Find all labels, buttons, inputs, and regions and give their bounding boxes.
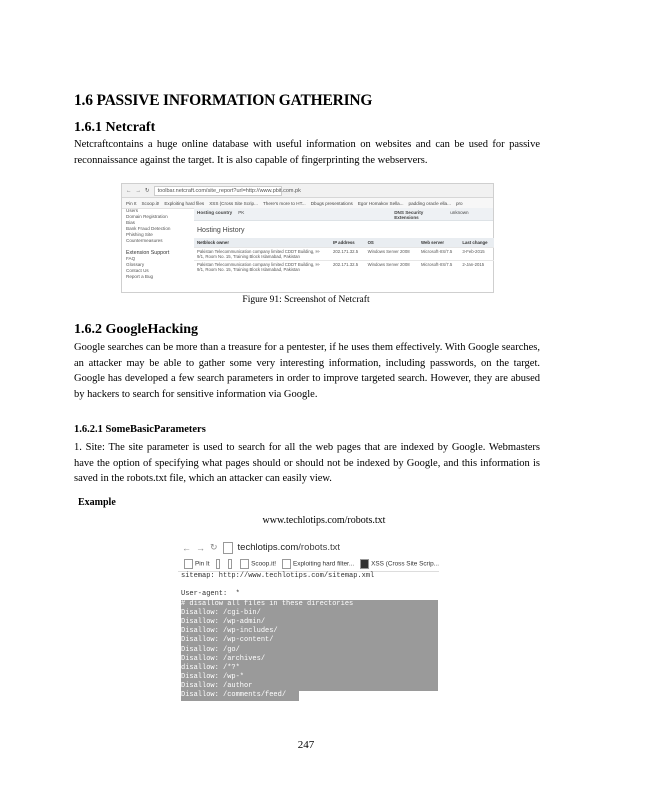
bookmark-item: Scoop.it! (240, 559, 276, 569)
googlehacking-heading: 1.6.2 GoogleHacking (74, 322, 199, 337)
netcraft-paragraph: Netcraftcontains a huge online database with useful information on websites and can be used for passive reconnaissance against the target. It is also capable of fingerprinting the webservers. (74, 139, 540, 166)
table-cell: Microsoft-IIS/7.5 (418, 248, 459, 261)
table-row (194, 248, 494, 261)
sidebar-item: Countermeasures (126, 238, 163, 243)
bookmark-icon (240, 559, 249, 569)
sidebar-item: Domain Registration (126, 214, 168, 219)
robots-file-content (178, 572, 439, 701)
sidebar-link: Glossary (126, 262, 145, 267)
sidebar-item: Users (126, 208, 138, 213)
page-icon (223, 542, 233, 554)
bookmarks-bar (178, 556, 439, 572)
column-header: Netblock owner (194, 238, 330, 248)
hosting-history-table (194, 238, 494, 273)
info-label: DNS Security Extensions (394, 210, 424, 220)
table-cell: Pakistan Telecommunication company limited CDDT Building, H-9/1, Room No. 15, Training Block Islamabad, Pakistan (194, 248, 330, 261)
bookmark-item: padding oracle ella... (408, 200, 451, 206)
bookmark-item: XSS (Cross Site Scrip... (209, 200, 258, 206)
bookmark-icon (360, 559, 369, 569)
column-header: OS (365, 238, 418, 248)
url-host: techlotips.com (237, 542, 299, 553)
info-label: Hosting country (197, 210, 233, 215)
sidebar-group-title: Extension Support (126, 250, 170, 256)
forward-icon: → (135, 187, 141, 194)
reload-icon: ↻ (145, 187, 150, 194)
table-cell: Windows Server 2008 (365, 261, 418, 274)
address-bar: toolbar.netcraft.com/site_report?url=http://www.pbit.com.pk (154, 186, 282, 196)
bookmark-item: XSS (Cross Site Scrip... (360, 559, 439, 569)
sidebar-item: Bias (126, 220, 135, 225)
sidebar-link: FAQ (126, 256, 136, 261)
bookmark-item: Scoop.it! (141, 200, 160, 206)
info-value: PK (238, 210, 245, 215)
info-value: unknown (450, 210, 469, 215)
code-line: Disallow: /go/ (181, 646, 438, 655)
netcraft-sidebar (122, 208, 194, 292)
table-cell: Pakistan Telecommunication company limited CDDT Building, H-9/1, Room No. 15, Training Block Islamabad, Pakistan (194, 261, 330, 274)
table-cell: Windows Server 2008 (365, 248, 418, 261)
example-label: Example (78, 497, 116, 508)
bookmark-item: There's more to HT... (262, 200, 306, 206)
url-path: /robots.txt (298, 542, 340, 553)
table-row (194, 261, 494, 274)
bookmark-item: Exploiting hard files (164, 200, 205, 206)
reload-icon: ↻ (210, 542, 218, 552)
section-title: 1.6 PASSIVE INFORMATION GATHERING (74, 92, 373, 109)
bookmark-item: Pin It (184, 559, 210, 569)
code-line: # disallow all files in these directories (181, 600, 438, 609)
code-line: User-agent: * (181, 590, 240, 599)
column-header: IP address (330, 238, 365, 248)
figure-caption: Figure 91: Screenshot of Netcraft (242, 295, 370, 305)
bookmark-item: Pin It (126, 200, 137, 206)
bookmark-icon (184, 559, 193, 569)
sidebar-link: Report a Bug (126, 274, 154, 279)
table-cell: 202.171.32.5 (330, 261, 365, 274)
table-cell: 3-Feb-2015 (459, 248, 494, 261)
code-line: Disallow: /archives/ (181, 655, 438, 664)
back-icon: ← (126, 187, 132, 194)
example-url: www.techlotips.com/robots.txt (262, 515, 386, 526)
code-line: disallow: /*?* (181, 664, 438, 673)
column-header: Web server (418, 238, 459, 248)
column-header: Last change (459, 238, 494, 248)
code-line: Disallow: /wp-admin/ (181, 618, 438, 627)
code-line: Disallow: /wp-content/ (181, 636, 438, 645)
page-icon (216, 559, 220, 569)
bookmark-icon (282, 559, 291, 569)
table-cell: 2-Jan-2015 (459, 261, 494, 274)
code-line: Disallow: /cgi-bin/ (181, 609, 438, 618)
code-line (181, 581, 439, 590)
code-line: Disallow: /wp-includes/ (181, 627, 438, 636)
browser-toolbar (178, 539, 439, 556)
hosting-info-row (194, 208, 493, 221)
page-icon (228, 559, 232, 569)
code-line: sitemap: http://www.techlotips.com/sitemap.xml (181, 572, 375, 580)
bookmark-item: pro (455, 200, 463, 206)
code-line: Disallow: /comments/feed/ (181, 691, 299, 700)
robots-screenshot (178, 539, 439, 709)
bookmark-item: Exploiting hard filter... (282, 559, 354, 569)
googlehacking-paragraph: Google searches can be more than a treasure for a pentester, if he uses them effectively. With Google searches, an attacker may be able to gather some very interesting information, including passwords, on the target. Google has developed a few search parameters in order to improve targeted search. However, they are abused by hackers to search for sensitive information via Google. (74, 342, 540, 400)
browser-toolbar (122, 184, 493, 198)
back-icon: ← (182, 542, 191, 553)
sidebar-item: Phishing Site (126, 232, 153, 237)
netcraft-main (194, 208, 493, 292)
page-number: 247 (297, 739, 315, 751)
bookmark-item: Dbugs presentations (310, 200, 353, 206)
table-cell: Microsoft-IIS/7.5 (418, 261, 459, 274)
address-bar (238, 542, 340, 553)
basic-parameters-heading: 1.6.2.1 SomeBasicParameters (74, 424, 206, 435)
code-line: Disallow: /wp-* (181, 673, 438, 682)
site-parameter-paragraph: 1. Site: The site parameter is used to search for all the web pages that are indexed by Google. Webmasters have the option of specifying what pages should or should not be indexed by Google, and this information is saved in the robots.txt file, which an attacker can easily view. (74, 442, 540, 485)
sidebar-link: Contact Us (126, 268, 149, 273)
netcraft-heading: 1.6.1 Netcraft (74, 120, 156, 135)
table-cell: 202.171.32.5 (330, 248, 365, 261)
bookmark-item: Egor Homakov Sella... (357, 200, 404, 206)
sidebar-item: Bank Fraud Detection (126, 226, 171, 231)
code-line: Disallow: /author (181, 682, 438, 691)
netcraft-screenshot (121, 183, 494, 293)
forward-icon: → (196, 542, 205, 553)
hosting-history-title: Hosting History (197, 227, 245, 234)
